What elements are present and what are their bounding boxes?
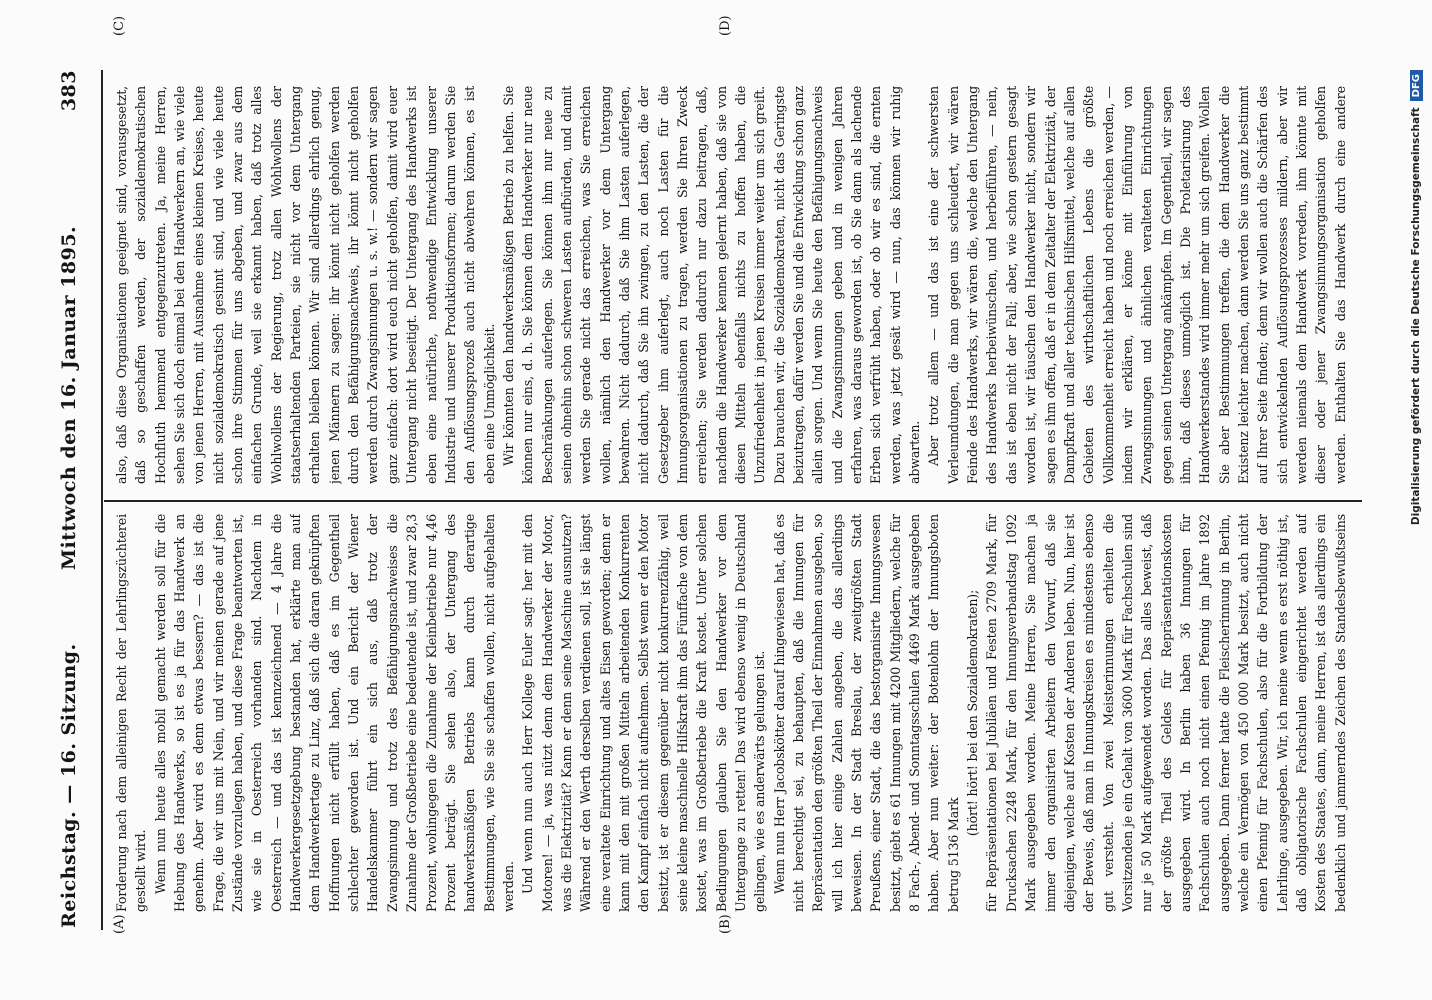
paragraph: Forderung nach dem alleinigen Recht der Lehrlingszüchterei gestellt wird. xyxy=(114,514,149,912)
paragraph: Und wenn nun auch Herr Kollege Euler sagt: her mit den Motoren! — ja, was nützt denn dem Handwerker der Motor, was die Elektrizität? Kann er denn seine Maschine ausnutzen? Während er den Werth derselben verdienen soll, ist sie längst eine veraltete Einrichtung und altes Eisen geworden; denn er kann mit den mit großen Mitteln arbeitenden Konkurrenten den Kampf einfach nicht aufnehmen. Selbst wenn er den Motor besitzt, ist er diesem gegenüber nicht konkurrenzfähig, weil seine kleine maschinelle Hilfskraft ihm das Fünffache von dem kostet, was im Großbetriebe die Kraft kostet. Unter solchen Bedingungen glauben Sie den Handwerker vor dem Untergange zu retten! Das wird ebenso wenig in Deutschland gelingen, wie es anderwärts gelungen ist. xyxy=(520,514,768,912)
margin-mark-a: (A) xyxy=(112,914,127,934)
digitization-credit xyxy=(1410,70,1432,912)
paragraph: für Repräsentationen bei Jubiläen und Festen 2709 Mark, für Drucksachen 2248 Mark, für den Innungsverbandstag 1092 Mark ausgegeben worden. Meine Herren, Sie machen ja immer den organisirten Arbeitern den Vorwurf, daß sie diejenigen, welche auf Kosten der Anderen leben. Nun, hier ist der Beweis, daß man in Innungskreisen es mindestens ebenso gut versteht. Von zwei Meisterinnungen erhielten die Vorsitzenden je ein Gehalt von 3600 Mark für Fachschulen sind nur je 50 Mark aufgewendet worden. Das alles beweist, daß der größte Theil des Geldes für Repräsentationskosten ausgegeben wird. In Berlin haben 36 Innungen für Fachschulen auch noch nicht einen Pfennig im Jahre 1892 ausgegeben. Dann ferner hatte die Fleischerinnung in Berlin, welche ein Vermögen von 450 000 Mark besitzt, auch nicht einen Pfennig für Fachschulen, also für die Fortbildung der Lehrlinge, ausgegeben. Wir, ich meine wenn es erst nöthig ist, daß obligatorische Fachschulen eingerichtet werden auf Kosten des Staates, dann, meine Herren, ist das allerdings ein bedenklich und jammerndes Zeichen des Standesbewußtseins xyxy=(984,514,1348,912)
paragraph: Wenn nun Herr Jacobskötter darauf hingewiesen hat, daß es nicht berechtigt sei, zu behaupten, daß die Innungen für Repräsentation den größten Theil der Einnahmen ausgeben, so will ich hier einige Zahlen angeben, die das allerdings beweisen. In der Stadt Breslau, der zweitgrößten Stadt Preußens, einer Stadt, die das bestorganisirte Innungswesen besitzt, giebt es 61 Innungen mit 4200 Mitgliedern, welche für 8 Fach-, Abend- und Sonntagsschulen 4469 Mark ausgegeben haben. Aber nun weiter: der Botenlohn der Innungsboten betrug 5136 Mark xyxy=(771,514,961,912)
header-rule xyxy=(101,70,103,930)
running-header-left: Reichstag. — 16. Sitzung. xyxy=(58,643,80,928)
text-column-right xyxy=(112,86,1352,484)
margin-mark-d: (D) xyxy=(718,15,733,36)
paragraph: Wir könnten den handwerksmäßigen Betrieb zu helfen. Sie können nur eins, d. h. Sie können dem Handwerker nur neue Beschränkungen auferlegen. Sie können ihm nur neue zu seinen ohnehin schon schweren Lasten aufbürden, und damit werden Sie gerade nicht das erreichen, was Sie erreichen wollen, nämlich den Handwerker vor dem Untergang bewahren. Nicht dadurch, daß Sie ihm Lasten auferlegen, nicht dadurch, daß Sie ihn zwingen, zu den Lasten, die der Gesetzgeber ihm auferlegt, auch noch Lasten für die Innungsorganisationen zu tragen, werden Sie Ihren Zweck erreichen; Sie werden dadurch nur dazu beitragen, daß, nachdem die Handwerker kennen gelernt haben, daß sie von diesen Mitteln ebenfalls nichts zu hoffen haben, die Unzufriedenheit in jenen Kreisen immer weiter um sich greift. Dazu brauchen wir, die Sozialdemokraten, nicht das Geringste beizutragen, dafür werden Sie und die Entwicklung schon ganz allein sorgen. Und wenn Sie heute den Befähigungsnachweis und die Zwangsinnungen geben und in wenigen Jahren erfahren, was daraus geworden ist, ob Sie dann als lachende Erben sich verfrüht haben, oder ob wir es sind, die ernten werden, was jetzt gesät wird — nun, das können wir ruhig abwarten. xyxy=(500,86,923,484)
page-number: 383 xyxy=(58,70,80,112)
dfg-logo: DFG xyxy=(1410,70,1423,101)
text-column-left xyxy=(112,514,1352,912)
credit-text: Digitalisierung gefördert durch die Deutsche Forschungsgemeinschaft xyxy=(1410,107,1422,526)
interjection: (hört! hört! bei den Sozialdemokraten); xyxy=(965,589,981,837)
paragraph: Aber trotz allem — und das ist eine der schwersten Verleumdungen, die man gegen uns schleudert, wir wären Feinde des Handwerks, wir wären die, welche den Untergang des Handwerks herbeiwünschen, und herbeiführen, — nein, das ist eben nicht der Fall; aber, wie schon gestern gesagt worden ist, wir täuschen den Handwerker nicht, sondern wir sagen es ihm offen, daß er in dem Zeitalter der Elektrizität, der Dampfkraft und aller technischen Hilfsmittel, welche auf allen Gebieten des wirthschaftlichen Lebens die größte Vollkommenheit erreicht haben und noch erreichen werden, — indem wir erklären, er könne mit Einführung von Zwangsinnungen und ähnlichen veralteten Einrichtungen gegen seinen Untergang ankämpfen. Im Gegentheil, wir sagen ihm, daß dieses unmöglich ist. Die Proletarisirung des Handwerkerstandes wird immer mehr um sich greifen. Wollen Sie aber Bestimmungen treffen, die dem Handwerker die Existenz leichter machen, dann werden Sie uns ganz bestimmt auf Ihrer Seite finden; denn wir wollen auch die Schärfen des sich entwickelnden Auflösungsprozesses mildern, aber wir werden niemals dem Handwerk vorreden, ihm könnte mit dieser oder jener Zwangsinnungsorganisation geholfen werden. Enthalten Sie das Handwerk durch eine andere xyxy=(926,86,1348,484)
column-divider xyxy=(104,500,1362,502)
running-header-date: Mittwoch den 16. Januar 1895. xyxy=(58,225,80,570)
margin-mark-c: (C) xyxy=(112,15,127,36)
paragraph: Wenn nun heute alles mobil gemacht werden soll für die Hebung des Handwerks, so ist es ja für das Handwerk an genehm. Aber wird es denn etwas bessern? — das ist die Frage, die wir uns mit Nein, und wir meinen gerade auf jene Zustände vorzulegen haben, und diese Frage beantworten ist, wie sie in Oesterreich vorhanden sind. Nachdem in Oesterreich — und das ist kennzeichnend — 4 Jahre die Handwerkergesetzgebung bestanden hat, erklärte man auf dem Handwerkertage zu Linz, daß sich die daran geknüpften Hoffnungen nicht erfüllt haben, daß es im Gegentheil schlechter geworden ist. Und ein Bericht der Wiener Handelskammer führt ein sich aus, daß trotz der Zwangsinnung und trotz des Befähigungsnachweises die Zunahme der Großbetriebe eine bedeutende ist, und zwar 28,3 Prozent, wohingegen die Zunahme der Kleinbetriebe nur 4,46 Prozent beträgt. Sie sehen also, der Untergang des handwerksmäßigen Betriebs kann durch derartige Bestimmungen, wie Sie sie schaffen wollen, nicht aufgehalten werden. xyxy=(152,514,516,912)
margin-mark-b: (B) xyxy=(718,914,733,934)
paragraph: also, daß diese Organisationen geeignet sind, vorausgesetzt, daß so geschaffen werden, der sozialdemokratischen Hochfluth hemmend entgegenzutreten. Ja, meine Herren, sehen Sie sich doch einmal bei den Handwerkern an, wie viele von jenen Herren, mit Ausnahme eines kleinen Kreises, heute nicht sozialdemokratisch gesinnt sind, und wie viele heute schon ihre Stimmen für uns abgeben, und zwar aus dem einfachen Grunde, weil sie erkannt haben, daß trotz alles Wohlwollens der Regierung, trotz allen Wohlwollens der staatserhaltenden Parteien, sie nicht vor dem Untergang erhalten bleiben können. Wir sind allerdings ehrlich genug, jenen Männern zu sagen: ihr könnt nicht geholfen werden durch den Befähigungsnachweis, ihr könnt nicht geholfen werden durch Zwangsinnungen u. s. w.! — sondern wir sagen ganz einfach: dort wird euch nicht geholfen, damit wird euer Untergang nicht beseitigt. Der Untergang des Handwerks ist eben eine natürliche, nothwendige Entwicklung unserer Industrie und unserer Produktionsformen; darum werden Sie den Auflösungsprozeß auch nicht abwehren können, es ist eben eine Unmöglichkeit. xyxy=(114,86,497,484)
